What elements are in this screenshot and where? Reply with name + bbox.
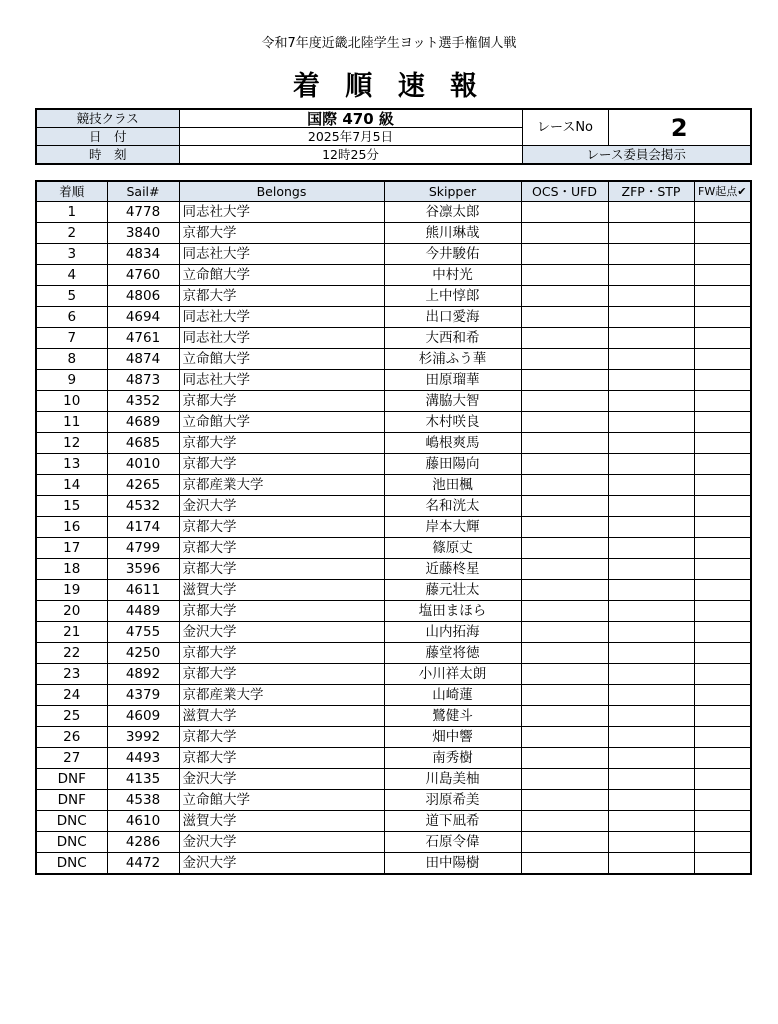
fw-cell [694,748,751,769]
table-row [36,265,751,286]
rank-cell: 2 [36,223,107,244]
ocs-ufd-cell [521,769,608,790]
belongs-cell: 京都大学 [179,727,384,748]
rank-cell: 1 [36,202,107,223]
ocs-ufd-cell [521,853,608,875]
ocs-ufd-cell [521,349,608,370]
sail-cell: 4685 [107,433,179,454]
belongs-cell: 滋賀大学 [179,580,384,601]
belongs-cell: 京都大学 [179,664,384,685]
fw-cell [694,538,751,559]
col-ocs-ufd: OCS・UFD [521,181,608,202]
fw-cell [694,370,751,391]
skipper-cell: 上中惇郎 [384,286,521,307]
rank-cell: 23 [36,664,107,685]
rank-cell: DNC [36,853,107,875]
sail-cell: 4250 [107,643,179,664]
zfp-stp-cell [608,307,694,328]
zfp-stp-cell [608,538,694,559]
table-row [36,328,751,349]
fw-cell [694,580,751,601]
belongs-cell: 京都大学 [179,433,384,454]
zfp-stp-cell [608,475,694,496]
committee-label: レース委員会掲示 [522,146,751,165]
belongs-cell: 立命館大学 [179,412,384,433]
skipper-cell: 篠原丈 [384,538,521,559]
skipper-cell: 羽原希美 [384,790,521,811]
sail-cell: 4174 [107,517,179,538]
fw-cell [694,706,751,727]
rank-cell: 14 [36,475,107,496]
sail-cell: 4609 [107,706,179,727]
table-row [36,580,751,601]
skipper-cell: 山内拓海 [384,622,521,643]
results-header-row [36,181,751,202]
table-row [36,307,751,328]
table-row [36,538,751,559]
table-row [36,475,751,496]
skipper-cell: 藤元壮太 [384,580,521,601]
belongs-cell: 京都大学 [179,643,384,664]
belongs-cell: 同志社大学 [179,370,384,391]
fw-cell [694,454,751,475]
fw-cell [694,832,751,853]
skipper-cell: 溝脇大智 [384,391,521,412]
rank-cell: DNC [36,832,107,853]
rank-cell: DNC [36,811,107,832]
rank-cell: 4 [36,265,107,286]
skipper-cell: 道下凪希 [384,811,521,832]
col-rank: 着順 [36,181,107,202]
sail-cell: 4532 [107,496,179,517]
zfp-stp-cell [608,244,694,265]
skipper-cell: 木村咲良 [384,412,521,433]
fw-cell [694,307,751,328]
zfp-stp-cell [608,328,694,349]
rank-cell: 25 [36,706,107,727]
fw-cell [694,412,751,433]
sail-cell: 4538 [107,790,179,811]
table-row [36,496,751,517]
sail-cell: 4611 [107,580,179,601]
class-value: 国際 470 級 [179,109,522,128]
table-row [36,349,751,370]
fw-cell [694,664,751,685]
belongs-cell: 滋賀大学 [179,811,384,832]
fw-cell [694,643,751,664]
zfp-stp-cell [608,748,694,769]
rank-cell: DNF [36,769,107,790]
sail-cell: 4760 [107,265,179,286]
ocs-ufd-cell [521,580,608,601]
race-info-table [35,108,752,165]
fw-cell [694,685,751,706]
zfp-stp-cell [608,706,694,727]
table-row [36,412,751,433]
table-row [36,433,751,454]
table-row [36,790,751,811]
zfp-stp-cell [608,832,694,853]
ocs-ufd-cell [521,622,608,643]
col-zfp-stp: ZFP・STP [608,181,694,202]
date-label: 日 付 [36,128,179,146]
skipper-cell: 中村光 [384,265,521,286]
belongs-cell: 京都大学 [179,223,384,244]
rank-cell: 9 [36,370,107,391]
table-row [36,391,751,412]
ocs-ufd-cell [521,328,608,349]
results-table [35,180,752,875]
belongs-cell: 京都産業大学 [179,475,384,496]
zfp-stp-cell [608,811,694,832]
skipper-cell: 小川祥太朗 [384,664,521,685]
zfp-stp-cell [608,391,694,412]
belongs-cell: 金沢大学 [179,832,384,853]
fw-cell [694,328,751,349]
ocs-ufd-cell [521,559,608,580]
skipper-cell: 藤堂将徳 [384,643,521,664]
sail-cell: 4265 [107,475,179,496]
ocs-ufd-cell [521,685,608,706]
rank-cell: 19 [36,580,107,601]
belongs-cell: 同志社大学 [179,202,384,223]
ocs-ufd-cell [521,475,608,496]
zfp-stp-cell [608,685,694,706]
table-row [36,517,751,538]
fw-cell [694,475,751,496]
sail-cell: 4873 [107,370,179,391]
table-row [36,202,751,223]
zfp-stp-cell [608,643,694,664]
sail-cell: 4489 [107,601,179,622]
rank-cell: 21 [36,622,107,643]
sail-cell: 4799 [107,538,179,559]
document-title: 着 順 速 報 [292,71,486,102]
zfp-stp-cell [608,433,694,454]
fw-cell [694,727,751,748]
zfp-stp-cell [608,559,694,580]
zfp-stp-cell [608,349,694,370]
sail-cell: 4379 [107,685,179,706]
belongs-cell: 立命館大学 [179,265,384,286]
belongs-cell: 立命館大学 [179,349,384,370]
race-no-value: 2 [608,109,751,146]
zfp-stp-cell [608,223,694,244]
ocs-ufd-cell [521,496,608,517]
rank-cell: 26 [36,727,107,748]
time-label: 時 刻 [36,146,179,165]
belongs-cell: 京都大学 [179,538,384,559]
col-belongs: Belongs [179,181,384,202]
col-skipper: Skipper [384,181,521,202]
belongs-cell: 京都大学 [179,517,384,538]
belongs-cell: 金沢大学 [179,769,384,790]
fw-cell [694,265,751,286]
rank-cell: 11 [36,412,107,433]
sail-cell: 3840 [107,223,179,244]
zfp-stp-cell [608,790,694,811]
table-row [36,622,751,643]
skipper-cell: 鷺健斗 [384,706,521,727]
rank-cell: 22 [36,643,107,664]
table-row [36,601,751,622]
skipper-cell: 塩田まほら [384,601,521,622]
rank-cell: 24 [36,685,107,706]
belongs-cell: 立命館大学 [179,790,384,811]
ocs-ufd-cell [521,664,608,685]
zfp-stp-cell [608,370,694,391]
zfp-stp-cell [608,853,694,875]
skipper-cell: 山崎蓮 [384,685,521,706]
fw-cell [694,622,751,643]
zfp-stp-cell [608,517,694,538]
ocs-ufd-cell [521,391,608,412]
table-row [36,286,751,307]
sail-cell: 4892 [107,664,179,685]
zfp-stp-cell [608,202,694,223]
fw-cell [694,811,751,832]
fw-cell [694,391,751,412]
rank-cell: 3 [36,244,107,265]
ocs-ufd-cell [521,727,608,748]
skipper-cell: 大西和希 [384,328,521,349]
rank-cell: 16 [36,517,107,538]
skipper-cell: 池田楓 [384,475,521,496]
zfp-stp-cell [608,727,694,748]
sail-cell: 4761 [107,328,179,349]
table-row [36,559,751,580]
skipper-cell: 川島美柚 [384,769,521,790]
skipper-cell: 名和洸太 [384,496,521,517]
zfp-stp-cell [608,580,694,601]
sail-cell: 4610 [107,811,179,832]
skipper-cell: 藤田陽向 [384,454,521,475]
table-row [36,643,751,664]
belongs-cell: 滋賀大学 [179,706,384,727]
fw-cell [694,244,751,265]
skipper-cell: 南秀樹 [384,748,521,769]
ocs-ufd-cell [521,517,608,538]
class-label: 競技クラス [36,109,179,128]
sail-cell: 4689 [107,412,179,433]
sail-cell: 4010 [107,454,179,475]
table-row [36,244,751,265]
zfp-stp-cell [608,622,694,643]
rank-cell: 5 [36,286,107,307]
skipper-cell: 出口愛海 [384,307,521,328]
results-body [36,202,751,875]
table-row [36,832,751,853]
fw-cell [694,601,751,622]
fw-cell [694,853,751,875]
table-row [36,370,751,391]
table-row [36,685,751,706]
ocs-ufd-cell [521,412,608,433]
belongs-cell: 京都大学 [179,601,384,622]
ocs-ufd-cell [521,244,608,265]
sail-cell: 3596 [107,559,179,580]
table-row [36,706,751,727]
zfp-stp-cell [608,664,694,685]
event-title: 令和7年度近畿北陸学生ヨット選手権個人戦 [261,36,517,51]
zfp-stp-cell [608,265,694,286]
race-no-label: レースNo [522,109,608,146]
zfp-stp-cell [608,454,694,475]
skipper-cell: 石原令偉 [384,832,521,853]
ocs-ufd-cell [521,223,608,244]
sail-cell: 4286 [107,832,179,853]
belongs-cell: 京都大学 [179,286,384,307]
fw-cell [694,559,751,580]
belongs-cell: 京都大学 [179,748,384,769]
date-value: 2025年7月5日 [179,128,522,146]
rank-cell: 8 [36,349,107,370]
fw-cell [694,433,751,454]
fw-cell [694,496,751,517]
skipper-cell: 今井駿佑 [384,244,521,265]
rank-cell: 27 [36,748,107,769]
fw-cell [694,517,751,538]
sail-cell: 4834 [107,244,179,265]
fw-cell [694,286,751,307]
ocs-ufd-cell [521,454,608,475]
ocs-ufd-cell [521,202,608,223]
belongs-cell: 京都大学 [179,391,384,412]
table-row [36,748,751,769]
col-fw: FW起点✔ [694,181,751,202]
fw-cell [694,349,751,370]
ocs-ufd-cell [521,811,608,832]
ocs-ufd-cell [521,307,608,328]
skipper-cell: 畑中響 [384,727,521,748]
table-row [36,223,751,244]
belongs-cell: 京都大学 [179,559,384,580]
sail-cell: 4694 [107,307,179,328]
zfp-stp-cell [608,769,694,790]
rank-cell: 10 [36,391,107,412]
ocs-ufd-cell [521,265,608,286]
zfp-stp-cell [608,286,694,307]
sail-cell: 4352 [107,391,179,412]
ocs-ufd-cell [521,538,608,559]
rank-cell: 15 [36,496,107,517]
sail-cell: 4135 [107,769,179,790]
table-row [36,454,751,475]
belongs-cell: 同志社大学 [179,328,384,349]
fw-cell [694,223,751,244]
rank-cell: 6 [36,307,107,328]
table-row [36,727,751,748]
belongs-cell: 金沢大学 [179,496,384,517]
sail-cell: 4755 [107,622,179,643]
ocs-ufd-cell [521,706,608,727]
fw-cell [694,790,751,811]
sail-cell: 4806 [107,286,179,307]
table-row [36,769,751,790]
ocs-ufd-cell [521,832,608,853]
rank-cell: 13 [36,454,107,475]
skipper-cell: 杉浦ふう華 [384,349,521,370]
ocs-ufd-cell [521,643,608,664]
rank-cell: DNF [36,790,107,811]
belongs-cell: 金沢大学 [179,853,384,875]
belongs-cell: 同志社大学 [179,244,384,265]
skipper-cell: 田原瑠華 [384,370,521,391]
zfp-stp-cell [608,412,694,433]
sail-cell: 4874 [107,349,179,370]
skipper-cell: 嶋根爽馬 [384,433,521,454]
sail-cell: 3992 [107,727,179,748]
rank-cell: 7 [36,328,107,349]
rank-cell: 12 [36,433,107,454]
sail-cell: 4472 [107,853,179,875]
col-sail: Sail# [107,181,179,202]
table-row [36,664,751,685]
sail-cell: 4778 [107,202,179,223]
ocs-ufd-cell [521,370,608,391]
rank-cell: 18 [36,559,107,580]
fw-cell [694,202,751,223]
belongs-cell: 同志社大学 [179,307,384,328]
belongs-cell: 京都産業大学 [179,685,384,706]
rank-cell: 20 [36,601,107,622]
table-row [36,853,751,875]
time-value: 12時25分 [179,146,522,165]
ocs-ufd-cell [521,601,608,622]
ocs-ufd-cell [521,433,608,454]
skipper-cell: 田中陽樹 [384,853,521,875]
fw-cell [694,769,751,790]
skipper-cell: 近藤柊星 [384,559,521,580]
ocs-ufd-cell [521,790,608,811]
ocs-ufd-cell [521,286,608,307]
belongs-cell: 金沢大学 [179,622,384,643]
ocs-ufd-cell [521,748,608,769]
zfp-stp-cell [608,601,694,622]
sail-cell: 4493 [107,748,179,769]
rank-cell: 17 [36,538,107,559]
skipper-cell: 谷凛太郎 [384,202,521,223]
belongs-cell: 京都大学 [179,454,384,475]
skipper-cell: 岸本大輝 [384,517,521,538]
zfp-stp-cell [608,496,694,517]
skipper-cell: 熊川琳哉 [384,223,521,244]
table-row [36,811,751,832]
